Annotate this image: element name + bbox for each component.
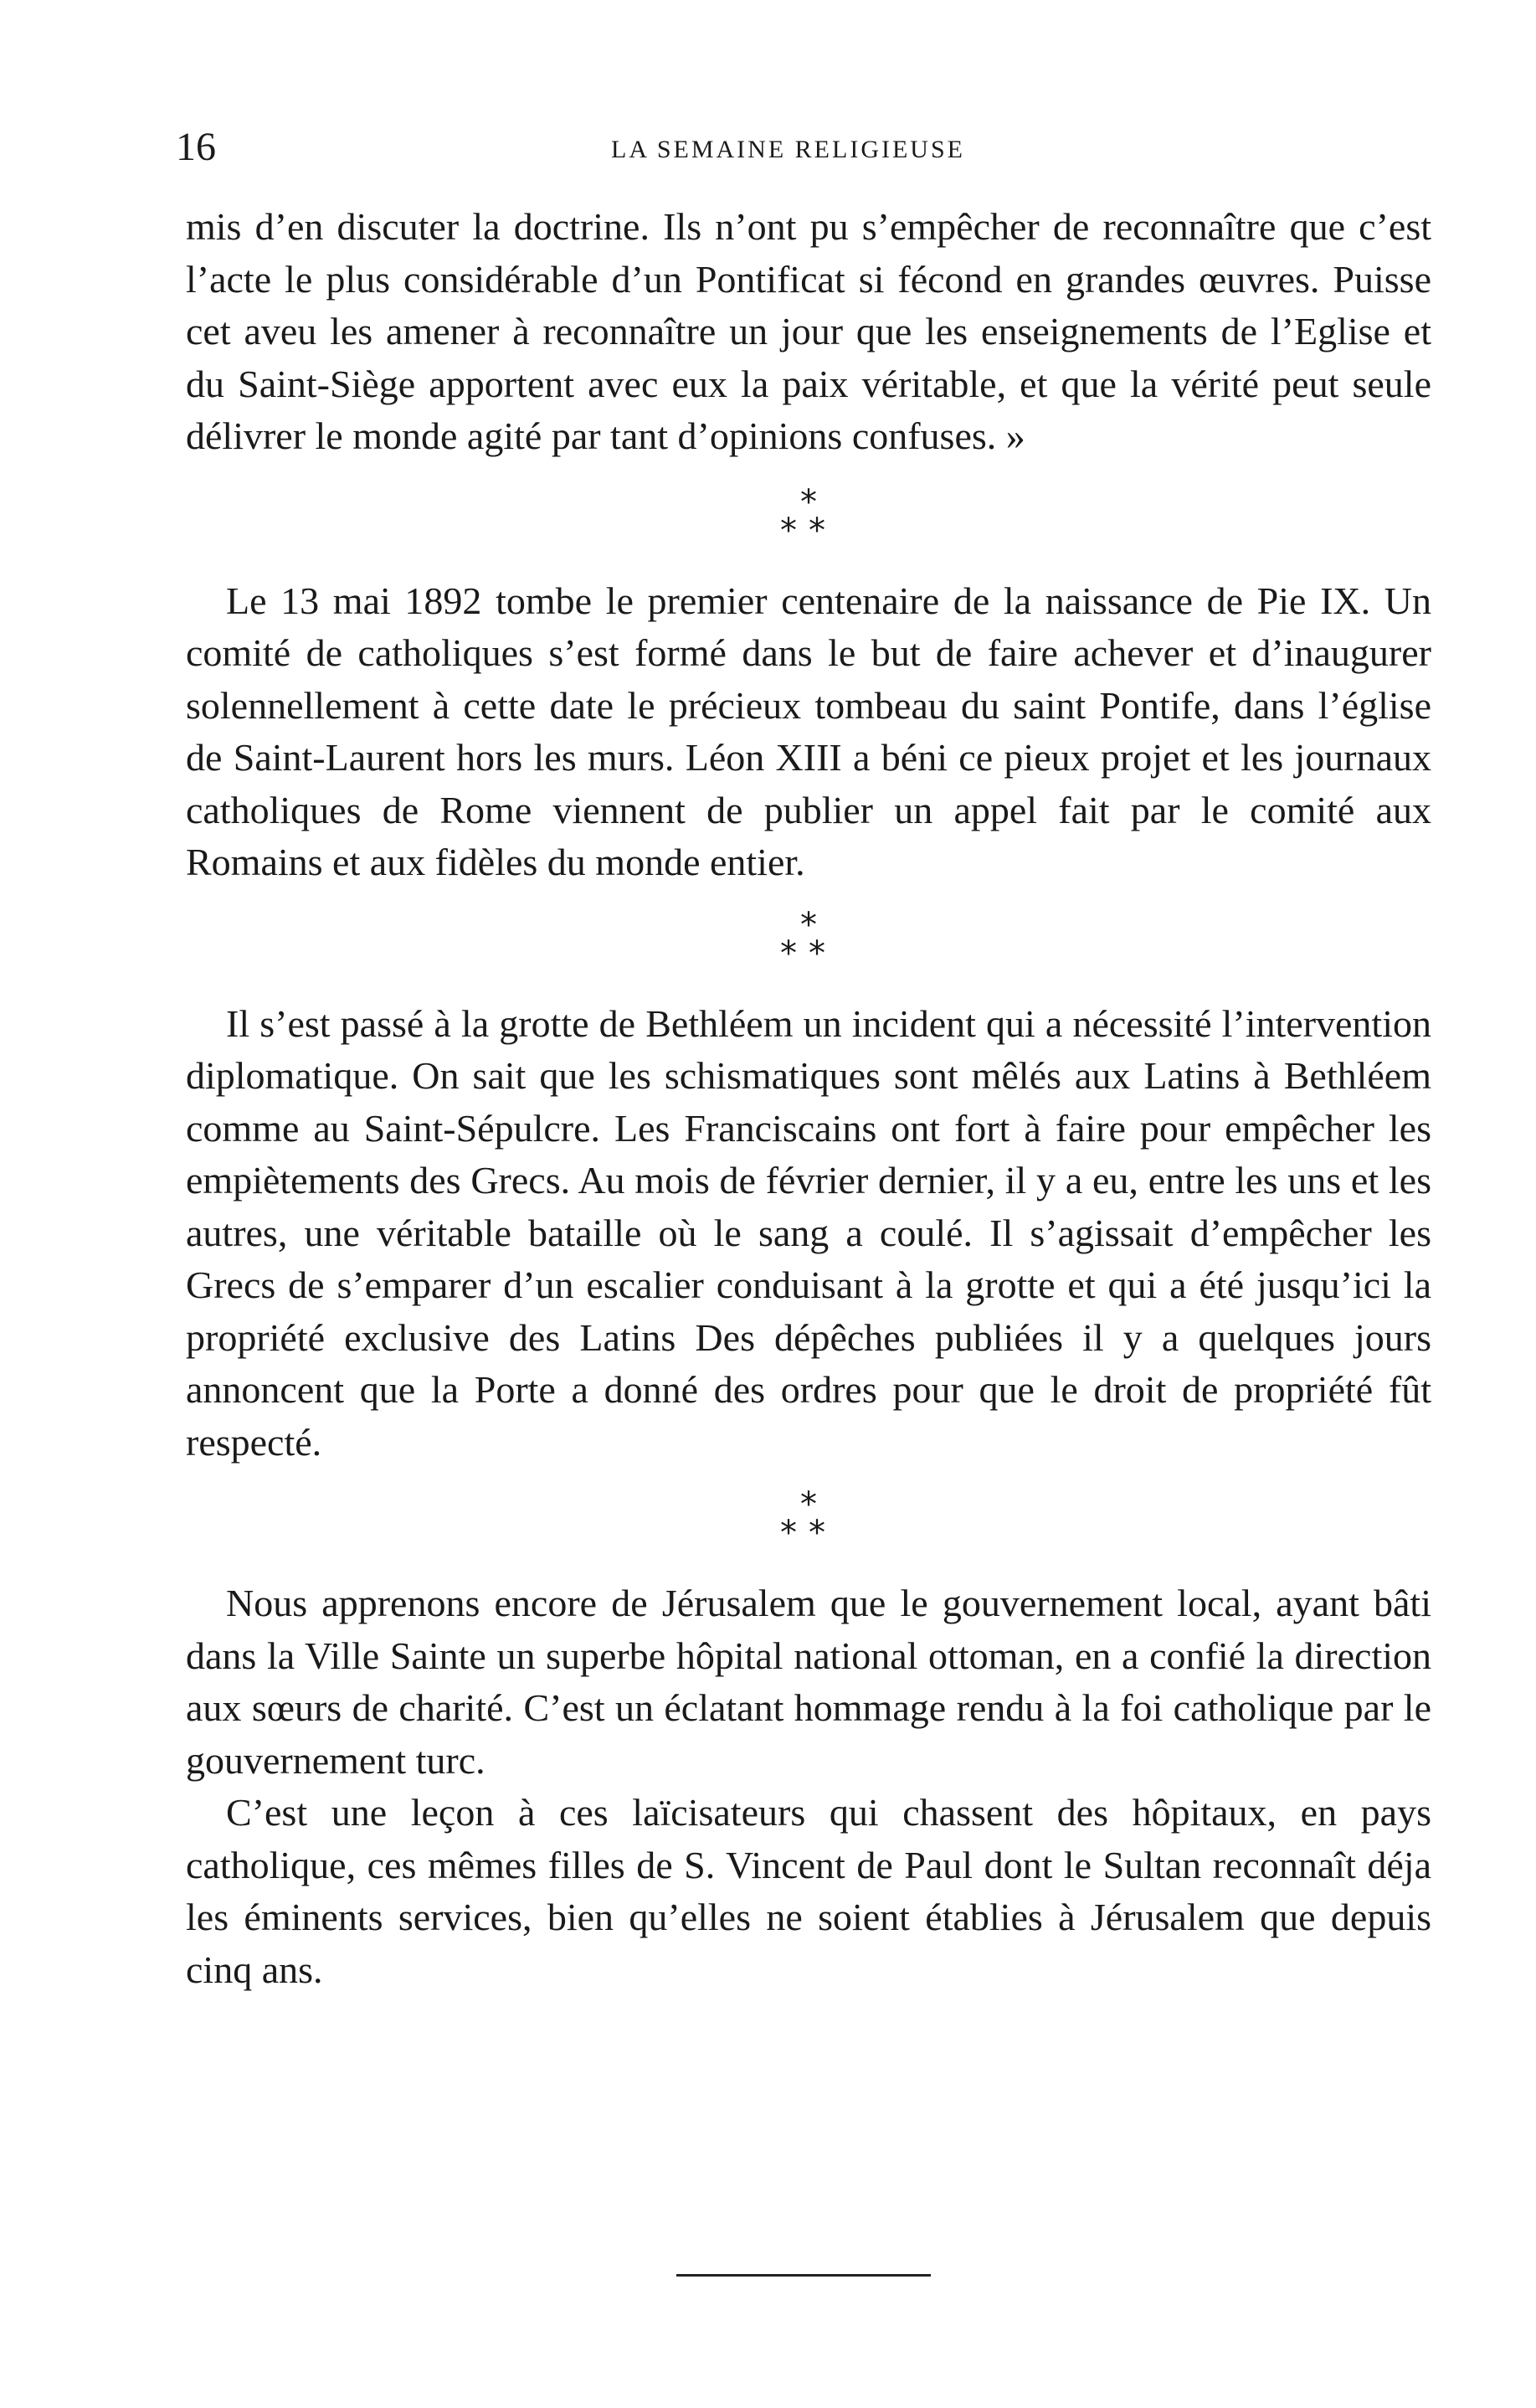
paragraph-3: Il s’est passé à la grotte de Bethléem un incident qui a nécessité l’intervention diplomatique. On sait que les schismatiques sont mêlés aux Latins à Bethléem comme au Saint-Sépulcre. Les Franciscains ont fort à faire pour empêcher les empiètements des Grecs. Au mois de février dernier, il y a eu, entre les uns et les autres, une véritable bataille où le sang a coulé. Il s’agissait d’empêcher les Grecs de s’emparer d’un escalier conduisant à la grotte et qui a été jusqu’ici la propriété exclusive des Latins Des dépêches publiées il y a quelques jours annoncent que la Porte a donné des ordres pour que le droit de propriété fût respecté. — [186, 1001, 1431, 1464]
separator-star-top: * — [800, 905, 817, 944]
page-header — [176, 124, 1431, 183]
running-title: LA SEMAINE RELIGIEUSE — [611, 136, 965, 163]
separator-star-bottom: ** — [780, 511, 837, 550]
separator-star-bottom: ** — [780, 1514, 837, 1552]
section-separator-2 — [186, 889, 1431, 998]
separator-star-top: * — [800, 482, 817, 522]
paragraph-1: mis d’en discuter la doctrine. Ils n’ont pu s’empêcher de reconnaître que c’est l’acte le plus considérable d’un Pontificat si fécond en grandes œuvres. Puisse cet aveu les amener à reconnaître un jour que les enseignements de l’Eglise et du Saint-Siège apportent avec eux la paix véritable, et que la vérité peut seule délivrer le monde agité par tant d’opinions confuses. » — [186, 205, 1431, 457]
separator-star-bottom: ** — [780, 934, 837, 973]
body-text — [186, 201, 1431, 1996]
paragraph-2: Le 13 mai 1892 tombe le premier centenaire de la naissance de Pie IX. Un comité de catholiques s’est formé dans le but de faire achever et d’inaugurer solennellement à cette date le précieux tombeau du saint Pontife, dans l’église de Saint-Laurent hors les murs. Léon XIII a béni ce pieux projet et les journaux catholiques de Rome viennent de publier un appel fait par le comité aux Romains et aux fidèles du monde entier. — [186, 579, 1431, 883]
section-separator-3 — [186, 1469, 1431, 1577]
paragraph-5: C’est une leçon à ces laïcisateurs qui chassent des hôpitaux, en pays catholique, ces mêmes filles de S. Vincent de Paul dont le Sultan reconnaît déja les éminents services, bien qu’elles ne soient établies à Jérusalem que depuis cinq ans. — [186, 1791, 1431, 1991]
page-number: 16 — [176, 125, 216, 169]
closing-rule — [676, 2274, 931, 2277]
separator-star-top: * — [800, 1485, 817, 1524]
section-separator-1 — [186, 466, 1431, 575]
paragraph-4: Nous apprenons encore de Jérusalem que le gouvernement local, ayant bâti dans la Ville Sainte un superbe hôpital national ottoman, en a confié la direction aux sœurs de charité. C’est un éclatant hommage rendu à la foi catholique par le gouvernement turc. — [186, 1582, 1431, 1782]
